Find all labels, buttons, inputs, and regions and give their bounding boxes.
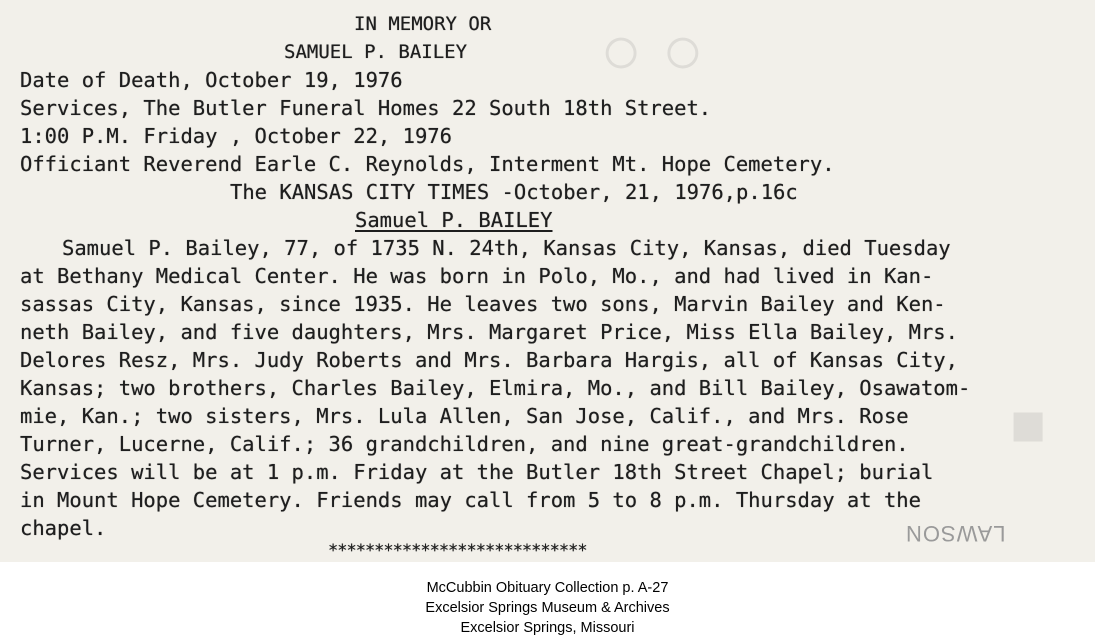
- services-location: Services, The Butler Funeral Homes 22 South 18th Street.: [20, 96, 712, 120]
- obituary-line: Samuel P. Bailey, 77, of 1735 N. 24th, Kansas City, Kansas, died Tuesday: [62, 236, 951, 260]
- collection-caption: [0, 578, 1095, 638]
- separator-stars: ****************************: [328, 541, 587, 561]
- caption-location: Excelsior Springs, Missouri: [460, 620, 635, 636]
- lawson-stamp: LAWSON: [905, 521, 1006, 546]
- officiant-interment: Officiant Reverend Earle C. Reynolds, Interment Mt. Hope Cemetery.: [20, 152, 835, 176]
- obituary-line: Turner, Lucerne, Calif.; 36 grandchildren, and nine great-grandchildren.: [20, 432, 909, 456]
- caption-collection: McCubbin Obituary Collection p. A-27: [426, 580, 669, 596]
- bleed-through-graphic: ○ ○: [600, 11, 705, 89]
- memorial-name: SAMUEL P. BAILEY: [284, 41, 468, 63]
- obituary-line: in Mount Hope Cemetery. Friends may call from 5 to 8 p.m. Thursday at the: [20, 488, 921, 512]
- memorial-heading: IN MEMORY OR: [354, 13, 492, 35]
- bleed-through-graphic: ■: [1010, 391, 1047, 458]
- date-of-death: Date of Death, October 19, 1976: [20, 68, 403, 92]
- caption-museum: Excelsior Springs Museum & Archives: [425, 600, 670, 616]
- obituary-line: Services will be at 1 p.m. Friday at the Butler 18th Street Chapel; burial: [20, 460, 934, 484]
- obituary-line: Kansas; two brothers, Charles Bailey, Elmira, Mo., and Bill Bailey, Osawatom-: [20, 376, 971, 400]
- obituary-line: chapel.: [20, 516, 107, 540]
- obituary-line: at Bethany Medical Center. He was born in Polo, Mo., and had lived in Kan-: [20, 264, 934, 288]
- obituary-line: Delores Resz, Mrs. Judy Roberts and Mrs. Barbara Hargis, all of Kansas City,: [20, 348, 958, 372]
- obituary-title: Samuel P. BAILEY: [355, 208, 553, 232]
- obituary-line: mie, Kan.; two sisters, Mrs. Lula Allen, San Jose, Calif., and Mrs. Rose: [20, 404, 909, 428]
- newspaper-source: The KANSAS CITY TIMES -October, 21, 1976,p.16c: [230, 180, 798, 204]
- obituary-line: sassas City, Kansas, since 1935. He leaves two sons, Marvin Bailey and Ken-: [20, 292, 946, 316]
- obituary-line: neth Bailey, and five daughters, Mrs. Margaret Price, Miss Ella Bailey, Mrs.: [20, 320, 958, 344]
- services-time: 1:00 P.M. Friday , October 22, 1976: [20, 124, 452, 148]
